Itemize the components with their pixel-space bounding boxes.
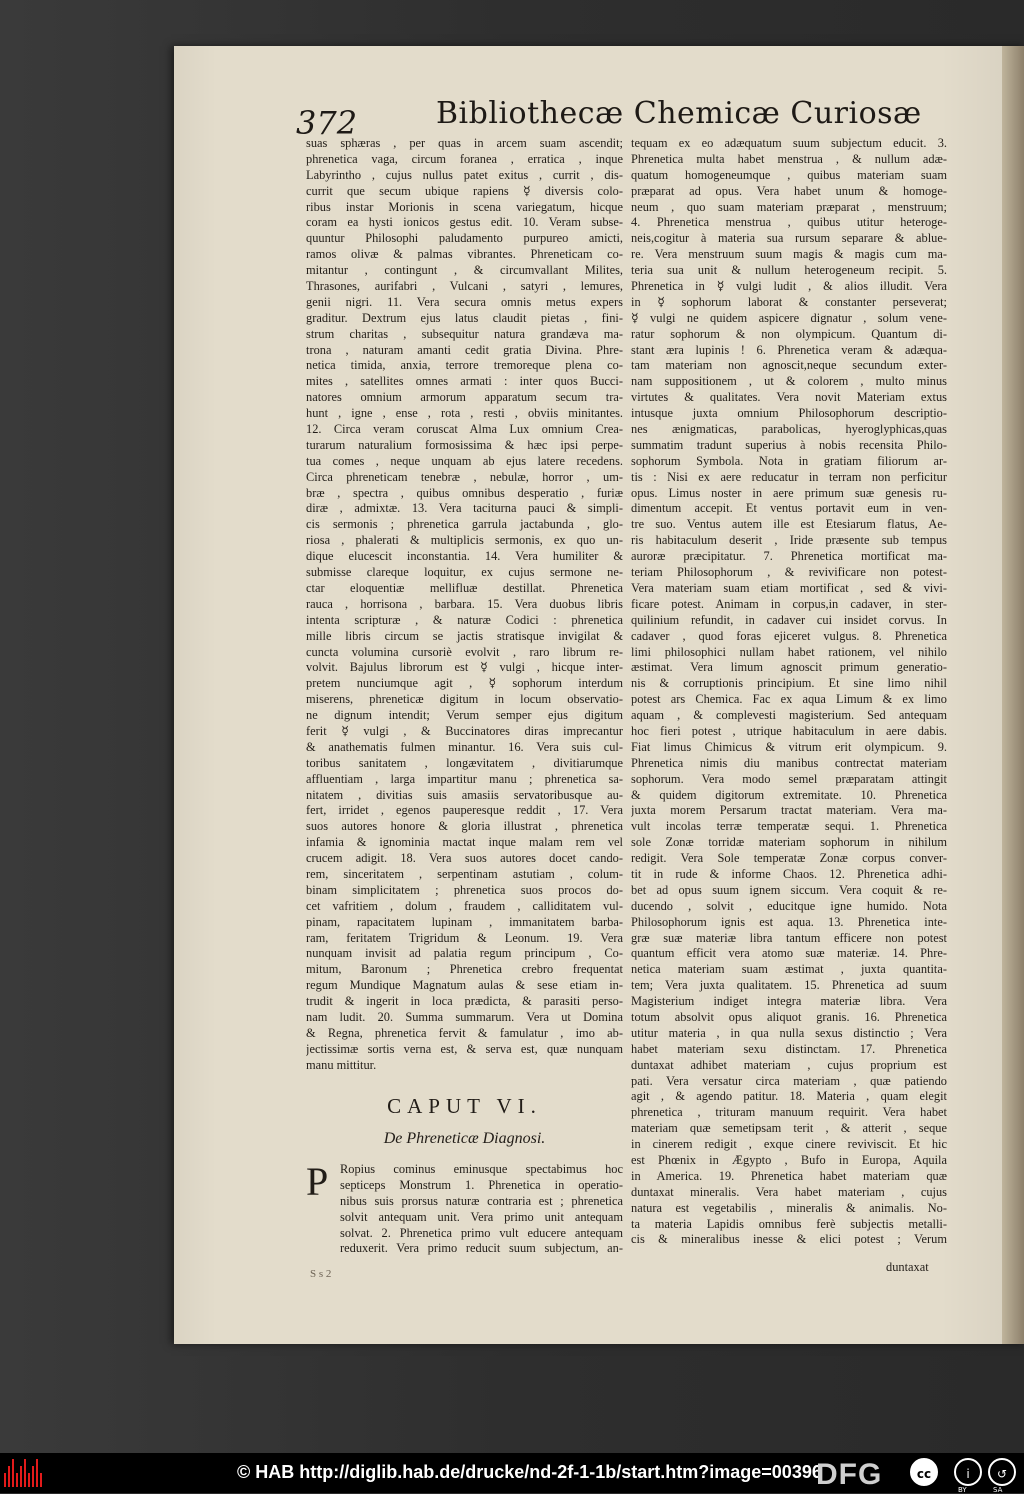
text-line: solvit antequam unit. Vera primo unit antequam [340,1209,623,1224]
text-line: tam materiam non agnoscit,neque secundum exter- [631,358,947,373]
text-line: ctar eloquentiæ mellifluæ destillat. Phrenetica [306,580,623,595]
text-line: coram ea hysti ionicos gestus edit. 10. Veram subse- [306,215,623,230]
text-line: phrenetica , trituram manuum requirit. Vera habet [631,1105,947,1120]
text-line: cuncta volumina cursoriè evolvit , raro librum re- [306,644,623,659]
text-line: mille libris circum se jactis stratisque invigilat & [306,628,623,643]
text-line: tre suo. Ventus autem ille est Etesiarum flatus, Ae- [631,517,947,532]
text-line: cet vafritiem , dolum , fraudem , calliditatem vul- [306,898,623,913]
text-line: mites , satellites omnes armati : inter quos Bucci- [306,374,623,389]
text-line: & Regna, phrenetica fervit & famulatur , imo ab- [306,1025,623,1040]
text-line: trudit & ingerit in loca prædicta, & parasiti perso- [306,994,623,1009]
text-line: ribus instar Morionis in scena variegatum, hicque [306,199,623,214]
logo-bar [24,1459,26,1487]
text-line: nibus suis prorsus naturæ contraria est ; phrenetica [340,1193,623,1208]
dfg-logo[interactable]: DFG [816,1458,883,1491]
text-line: dique elucescit inconstantia. 14. Vera humiliter & [306,549,623,564]
running-head [296,96,922,142]
text-line: limi philosophici nullam habet rationem, vel nihilo [631,644,947,659]
text-line: solvat. 2. Phrenetica primo vult educere antequam [340,1225,623,1240]
text-line: regum Mundique Magnatum aulas & sese etiam in- [306,978,623,993]
text-line: Vera materiam suam etiam mortificat , sed & vivi- [631,580,947,595]
text-line: natura est vegetabilis , mineralis & animalis. No- [631,1200,947,1215]
text-line: phrenetica vaga, circum foranea , erratica , inque [306,151,623,166]
page-number: 372 [296,104,358,142]
logo-bar [36,1459,38,1487]
text-line: teriam Philosophorum , & revivificare non potest- [631,565,947,580]
sharealike-icon: ↺ [988,1458,1016,1486]
text-line: turarum naturalium formosissima & hæc ipsi perpe- [306,437,623,452]
text-line: in ☿ sophorum laborat & constanter perseverat; [631,294,947,309]
text-line: volvit. Bajulus librorum est ☿ vulgi , hicque inter- [306,660,623,675]
text-line: ta materia Lapidis omnibus ferè subjectis metalli- [631,1216,947,1231]
footer-bar [0,1453,1024,1493]
text-line: duntaxat mineralis. Vera habet materiam , cujus [631,1184,947,1199]
text-line: nis & corruptionis principium. Et sine limo nihil [631,676,947,691]
text-line: nes ænigmaticas, parabolicas, hyeroglyphicas,quas [631,422,947,437]
by-attribution-icon: i [954,1458,982,1486]
text-line: strum charitas , subsequitur natura grandæva ma- [306,326,623,341]
text-line: neum , quo suam materiam præparat , menstruum; [631,199,947,214]
text-line: cis & mineralibus inesse & elici potest ; Verum [631,1232,947,1247]
text-line: Fiat limus Chimicus & vitrum erit olympicum. 9. [631,739,947,754]
left-column [306,136,623,1074]
text-line: crucem adigit. 18. Vera suos autores docet cando- [306,851,623,866]
text-line: riosa , phalerati & multiplicis sermonis, ex quo un- [306,533,623,548]
right-column [631,136,947,1248]
text-line: suas sphæras , per quas in arcem suam ascendit; [306,136,623,150]
text-line: græ suæ materiæ libra tantum efficere non potest [631,930,947,945]
text-line: mitum, Baronum ; Phrenetica crebro frequentat [306,962,623,977]
text-line: graditur. Dextrum ejus latus claudit pietas , fini- [306,310,623,325]
text-line: affluentiam , larga impartitur manu ; phrenetica sa- [306,771,623,786]
text-line: currit que secum ubique rapiens ☿ diversis colo- [306,183,623,198]
text-line: 4. Phrenetica menstrua , quibus utitur heteroge- [631,215,947,230]
text-line: bet ad opus suum ignem siccum. Vera coquit & re- [631,882,947,897]
text-line: Phrenetica nimis diu manibus contrectat materiam [631,755,947,770]
text-line: hunt , igne , ense , rota , resti , obviis minitantes. [306,406,623,421]
text-line: netica timida, anxia, terrore tremoreque plena co- [306,358,623,373]
text-line: Circa phreneticam tenebræ , nebulæ, horror , um- [306,469,623,484]
text-line: utitur materia , in qua nulla sexus distinctio ; Vera [631,1025,947,1040]
text-line: tis : Nisi ex aere reducatur in terram non perficitur [631,469,947,484]
book-title: Bibliothecæ Chemicæ Curiosæ [436,96,922,131]
text-line: nitatem , divitias suis amasiis servatoribusque au- [306,787,623,802]
text-line: habet materiam sexu distinctam. 17. Phrenetica [631,1041,947,1056]
text-line: cadaver , quod foras ejiceret vulgus. 8. Phrenetica [631,628,947,643]
text-line: tem; Vera juxta qualitatem. 15. Phrenetica ad suum [631,978,947,993]
text-line: teria sua unit & nullum heterogeneum recipit. 5. [631,263,947,278]
text-line: mitantur , contingunt , & circumvallant Milites, [306,263,623,278]
text-line: ducendo , solvit , educitque igne humido. Nota [631,898,947,913]
text-line: cis sermonis ; phrenetica garrula jactabunda , glo- [306,517,623,532]
text-line: est Phœnix in Ægypto , Bufo in Europa, Aquila [631,1153,947,1167]
text-line: ram, feritatem Trigridum & Leonum. 19. Vera [306,930,623,945]
text-line: rauca , horrisona , barbara. 15. Vera duobus libris [306,596,623,611]
text-line: septiceps Monstrum 1. Phrenetica in operatio- [340,1177,623,1192]
text-line: nam ludit. 20. Summa summarum. Vera ut Domina [306,1009,623,1024]
text-line: intusque juxta omnium Philosophorum descriptio- [631,406,947,421]
logo-bar [4,1473,6,1487]
text-line: ne dignum intendit; Verum semper ejus digitum [306,708,623,723]
license-by-label: BY [958,1486,967,1494]
text-line: manu mittitur. [306,1057,377,1072]
logo-bar [20,1466,22,1487]
logo-bar [8,1466,10,1487]
text-line: genii nigri. 11. Vera secura omnis metus expers [306,294,623,309]
text-line: re. Vera menstruum suum magis & magis cum ma- [631,247,947,262]
drop-capital: P [306,1159,329,1204]
text-line: trona , naturam amanti cedit gratia Divina. Phre- [306,342,623,357]
cc-icon: cc [910,1458,938,1486]
text-line: neis,cogitur à materia sua rursum separare & ablue- [631,231,947,246]
text-line: duntaxat adhibet materiam , cujus proprium est [631,1057,947,1072]
text-line: sophorum. Vera modo semel præparatam attingit [631,771,947,786]
text-line: Magisterium indiget integra materiæ libra. Vera [631,994,947,1009]
text-line: diræ , admixtæ. 13. Vera taciturna pauci & simpli- [306,501,623,516]
book-edge [1002,46,1024,1344]
logo-bar [12,1459,14,1487]
text-line: ramos olivæ & palmas vibrantes. Phreneticam co- [306,247,623,262]
text-line: submisse clareque loquitur, ex cujus sermone ne- [306,565,623,580]
text-line: ratur sophorum & non olympicum. Quantum di- [631,326,947,341]
text-line: bræ , spectra , quibus omnibus desperatio , furiæ [306,485,623,500]
text-line: præparat ad opus. Vera habet unum & homoge- [631,183,947,198]
text-line: & anathematis fulmen minantur. 16. Vera suis cul- [306,739,623,754]
logo-bar [28,1473,30,1487]
text-line: vult incolas terræ temperatæ sequi. 1. Phrenetica [631,819,947,834]
hab-logo-bars [4,1459,44,1487]
text-line: sophorum Symbola. Nota in gratiam filiorum ar- [631,453,947,468]
text-line: juxta morem Persarum tractat materiam. Vera ma- [631,803,947,818]
text-line: netica materiam suam æstimat , juxta quantita- [631,962,947,977]
text-line: opus. Limus noster in aere primum suæ genesis ru- [631,485,947,500]
text-line: ficare potest. Animam in corpus,in cadaver, in ster- [631,596,947,611]
text-line: potest ars Chemica. Fac ex aqua Limum & ex limo [631,692,947,707]
text-line: totum absolvit opus aliquot granis. 16. Phrenetica [631,1009,947,1024]
text-line: 12. Circa veram coruscat Alma Lux omnium Crea- [306,422,623,437]
text-line: agit , & agendo patitur. 18. Materia , quam elegit [631,1089,947,1104]
chapter-text [340,1162,623,1257]
text-line: Phrenetica multa habet menstrua , & nullum adæ- [631,151,947,166]
text-line: quilinium refundit, in cadaver cui insidet corvus. In [631,612,947,627]
text-line: natores omnium armorum apparatum secum tra- [306,390,623,405]
text-line: tequam ex eo adæquatum suum subjectum educit. 3. [631,136,947,150]
text-line: reduxerit. Vera primo reducit suum subjectum, an- [340,1241,623,1256]
text-line: summatim tradunt superius à nobis recensita Philo- [631,437,947,452]
text-line: nunquam invisit ad palatia regum principum , Co- [306,946,623,961]
text-line: Thrasones, aurifabri , Vulcani , satyri , lemures, [306,279,623,294]
text-line: tua comes , neque unquam ab ejus latere recedens. [306,453,623,468]
logo-bar [32,1466,34,1487]
text-line: jectissimæ sortis verna est, & serva est, quæ nunquam [306,1041,623,1056]
text-line: nam suppositionem , ut & colorem , multo minus [631,374,947,389]
logo-bar [16,1473,18,1487]
text-line: Philosophorum ignis est aqua. 13. Phrenetica inte- [631,914,947,929]
text-line: binam simplicitatem ; phrenetica suos procos do- [306,882,623,897]
text-line: quatum homogeneumque , quibus materiam suam [631,167,947,182]
chapter-title: CAPUT VI. [387,1094,542,1118]
signature-mark: S s 2 [310,1268,332,1280]
text-line: ferit ☿ vulgi , & Buccinatores diras imprecantur [306,723,623,738]
text-line: intenta scripturæ , & naturæ Codici : phrenetica [306,612,623,627]
text-line: ☿ vulgi ne quidem aspicere dignatur , solum vene- [631,310,947,325]
text-line: quuntur Philosophi paludamento purpureo amicti, [306,231,623,246]
text-line: tit in rude & informe Chaos. 12. Phrenetica adhi- [631,866,947,881]
text-line: pinam, rapacitatem lupinam , immanitatem barba- [306,914,623,929]
text-line: pati. Vera versatur circa materiam , quæ patiendo [631,1073,947,1088]
chapter-subtitle: De Phreneticæ Diagnosi. [383,1130,546,1147]
text-line: rem, sinceritatem , serpentinam astutiam , colum- [306,866,623,881]
text-line: toribus sanitatem , longævitatem , divitiarumque [306,755,623,770]
text-line: Labyrintho , cujus nullus patet exitus , currit , dis- [306,167,623,182]
text-line: æstimat. Vera limum agnoscit primum generatio- [631,660,947,675]
text-line: Ropius cominus eminusque spectabimus hoc [340,1162,623,1176]
text-line: aquam , & complevesti magisterium. Sed antequam [631,708,947,723]
text-line: miserens, phreneticæ digitum in locum observatio- [306,692,623,707]
text-line: quantum efficit vera atomo suæ materiæ. 14. Phre- [631,946,947,961]
license-sa-label: SA [993,1486,1003,1494]
text-line: auroræ præcipitatur. 7. Phrenetica mortificat ma- [631,549,947,564]
text-line: redigit. Vera Sole temperatæ Zonæ corpus conver- [631,851,947,866]
text-line: fert, irridet , egenos pauperesque reddit , 17. Vera [306,803,623,818]
text-line: & quidem digitorum extremitate. 10. Phrenetica [631,787,947,802]
text-line: dimentum accepit. Et ventus portavit eum in ven- [631,501,947,516]
catchword: duntaxat [886,1260,929,1274]
text-line: sole Zonæ torridæ materiam sophorum in nihilum [631,835,947,850]
copyright-url[interactable]: © HAB http://diglib.hab.de/drucke/nd-2f-1-1b/start.htm?image=00396 [237,1462,822,1482]
logo-bar [40,1473,42,1487]
text-line: pretem nunciumque agit , ☿ sophorum interdum [306,676,623,691]
text-line: hoc fieri potest , utrique habitaculum in aere dabis. [631,723,947,738]
text-line: suos autores honore & gloria illustrat , phrenetica [306,819,623,834]
cc-license-badge[interactable] [906,1458,1018,1494]
text-line: virtutes & qualitates. Vera novit Materiam extus [631,390,947,405]
text-line: stant æra lupinis ! 6. Phrenetica veram & adæqua- [631,342,947,357]
text-line: infamia & ignominia mactat inque malam rem vel [306,835,623,850]
text-line: in America. 19. Phrenetica habet materiam quæ [631,1168,947,1183]
text-line: Phrenetica in ☿ vulgi ludit , & alios illudit. Vera [631,279,947,294]
text-line: ris habitaculum deserit , Iride præsente sub tempus [631,533,947,548]
text-line: materiam quæ semetipsam terit , & atterit , seque [631,1121,947,1136]
text-line: in cinerem redigit , exque cinere reviviscit. Et hic [631,1137,947,1152]
